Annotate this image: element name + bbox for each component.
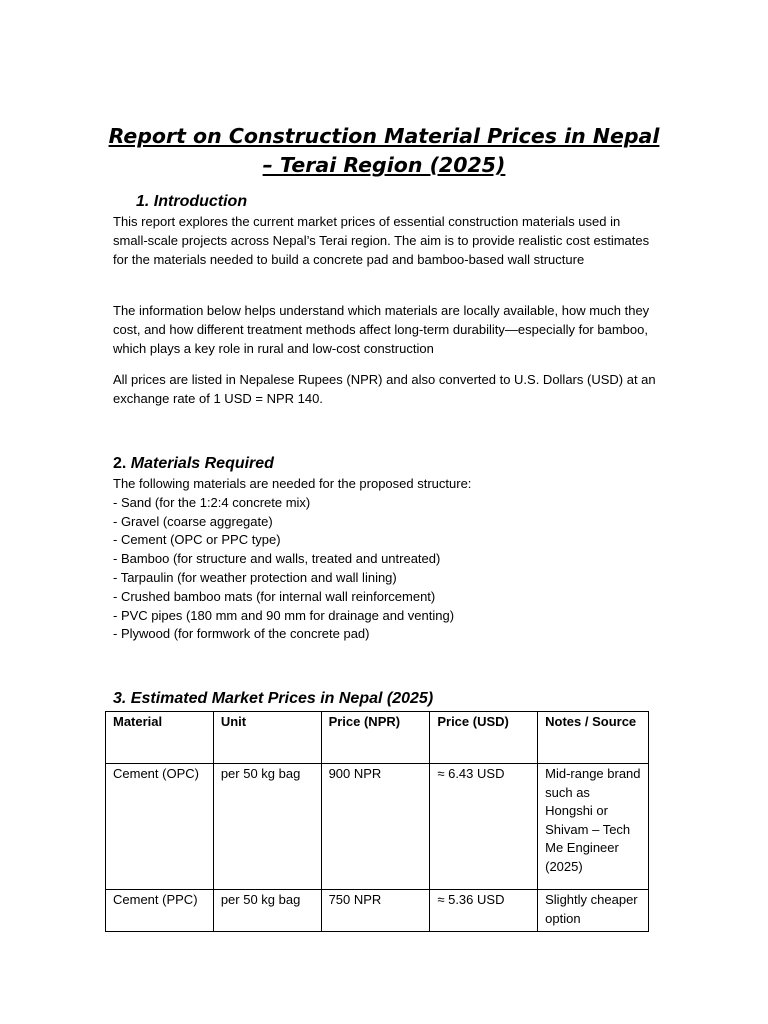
column-header-material: Material — [106, 712, 214, 764]
table-row — [106, 890, 649, 932]
introduction-heading: 1. Introduction — [136, 193, 248, 210]
cell-material: Cement (PPC) — [106, 890, 214, 932]
column-header-unit: Unit — [213, 712, 321, 764]
list-item: - Gravel (coarse aggregate) — [113, 513, 273, 529]
list-item: - Cement (OPC or PPC type) — [113, 532, 281, 548]
cell-price-npr: 750 NPR — [321, 890, 430, 932]
column-header-notes: Notes / Source — [538, 712, 649, 764]
materials-heading-text: Materials Required — [130, 455, 274, 472]
list-item: - Plywood (for formwork of the concrete pad) — [113, 626, 370, 642]
list-item: - Tarpaulin (for weather protection and wall lining) — [113, 569, 397, 585]
list-item: - PVC pipes (180 mm and 90 mm for drainage and venting) — [113, 607, 455, 623]
column-header-price-usd: Price (USD) — [430, 712, 538, 764]
list-item: - Bamboo (for structure and walls, treated and untreated) — [113, 551, 441, 567]
cell-notes: Slightly cheaper option — [538, 890, 649, 932]
report-title: Report on Construction Material Prices in Nepal – Terai Region (2025) — [108, 124, 660, 177]
cell-price-usd: ≈ 5.36 USD — [430, 890, 538, 932]
column-header-price-npr: Price (NPR) — [321, 712, 430, 764]
introduction-paragraph: This report explores the current market prices of essential construction materials used in small-scale projects across Nepal’s Terai region. The aim is to provide realistic cost estimates for the materials needed to build a concrete pad and bamboo-based wall structure — [113, 214, 650, 267]
materials-heading — [113, 453, 274, 475]
cell-price-usd: ≈ 6.43 USD — [430, 764, 538, 890]
materials-heading-number: 2. — [113, 455, 127, 472]
cell-notes: Mid-range brand such as Hongshi or Shivam – Tech Me Engineer (2025) — [538, 764, 649, 890]
introduction-paragraph: The information below helps understand which materials are locally available, how much they cost, and how different treatment methods affect long-term durability—especially for bamboo, which plays a key role in rural and low-cost construction — [113, 303, 650, 356]
list-item: - Crushed bamboo mats (for internal wall reinforcement) — [113, 588, 436, 604]
materials-intro: The following materials are needed for the proposed structure: — [113, 476, 472, 491]
table-row — [106, 764, 649, 890]
introduction-paragraph: All prices are listed in Nepalese Rupees (NPR) and also converted to U.S. Dollars (USD) at an exchange rate of 1 USD = NPR 140. — [113, 372, 656, 406]
materials-list — [113, 475, 658, 644]
cell-material: Cement (OPC) — [106, 764, 214, 890]
list-item: - Sand (for the 1:2:4 concrete mix) — [113, 494, 311, 510]
cell-unit: per 50 kg bag — [213, 890, 321, 932]
prices-table — [105, 711, 649, 932]
table-header-row — [106, 712, 649, 764]
prices-heading: 3. Estimated Market Prices in Nepal (2025) — [113, 690, 434, 707]
cell-unit: per 50 kg bag — [213, 764, 321, 890]
cell-price-npr: 900 NPR — [321, 764, 430, 890]
